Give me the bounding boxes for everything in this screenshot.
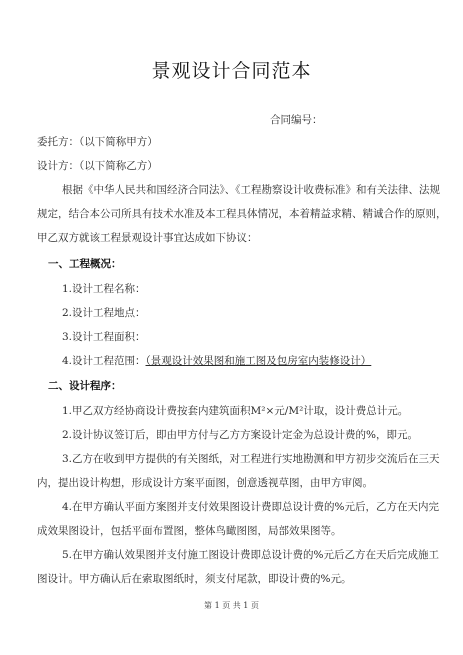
document-title: 景观设计合同范本 — [151, 60, 312, 82]
section-2-line-8: 图设计。甲方确认后在索取图纸时，须支付尾款，即设计费的%元。 — [37, 573, 352, 585]
preamble-line-3: 甲乙双方就该工程景观设计事宜达成如下协议： — [37, 232, 258, 244]
preamble-line-1: 根据《中华人民共和国经济合同法》、《工程勘察设计收费标准》和有关法律、法规 — [62, 184, 440, 196]
section-2-line-2: 2.设计协议签订后，即由甲方付与乙方方案设计定金为总设计费的%，即元。 — [62, 429, 418, 441]
section-2-line-4: 内，提出设计构想，形成设计方案平面图，创意透视草图，由甲方审阅。 — [37, 477, 373, 489]
section-2-line-1: 1.甲乙双方经协商设计费按套内建筑面积M²×元/M²计取，设计费总计元。 — [62, 405, 409, 417]
page-footer: 第 1 页 共 1 页 — [204, 601, 259, 610]
client-party-line: 委托方：（以下简称甲方） — [37, 136, 158, 148]
section-2-line-5: 4.在甲方确认平面方案图并支付效果图设计费即总设计费的%元后，乙方在天内完 — [62, 501, 439, 513]
designer-party-line: 设计方：（以下简称乙方） — [37, 160, 158, 172]
section-1-item-4 — [62, 354, 371, 368]
section-2-line-6: 成效果图设计，包括平面布置图，整体鸟瞰图图，局部效果图等。 — [37, 525, 342, 537]
section-1-item-1: 1.设计工程名称： — [62, 283, 146, 295]
section-2-heading: 二、设计程序： — [48, 380, 122, 392]
section-1-item-2: 2.设计工程地点： — [62, 307, 146, 319]
section-1-heading: 一、工程概况： — [48, 258, 122, 270]
preamble-line-2: 规定，结合本公司所具有技术水准及本工程具体情况，本着精益求精、精诚合作的原则， — [37, 208, 447, 220]
section-2-line-3: 3.乙方在收到甲方提供的有关图纸，对工程进行实地勘测和甲方初步交流后在三天 — [62, 453, 440, 465]
section-1-item-3: 3.设计工程面积： — [62, 331, 146, 343]
section-1-item-4-label: 4.设计工程范围： — [62, 355, 146, 367]
contract-number-label: 合同编号： — [270, 114, 323, 126]
section-2-line-7: 5.在甲方确认效果图并支付施工图设计费即总设计费的%元后乙方在天后完成施工 — [62, 549, 439, 561]
section-1-item-4-value: （景观设计效果图和施工图及包房室内装修设计） — [145, 355, 372, 367]
